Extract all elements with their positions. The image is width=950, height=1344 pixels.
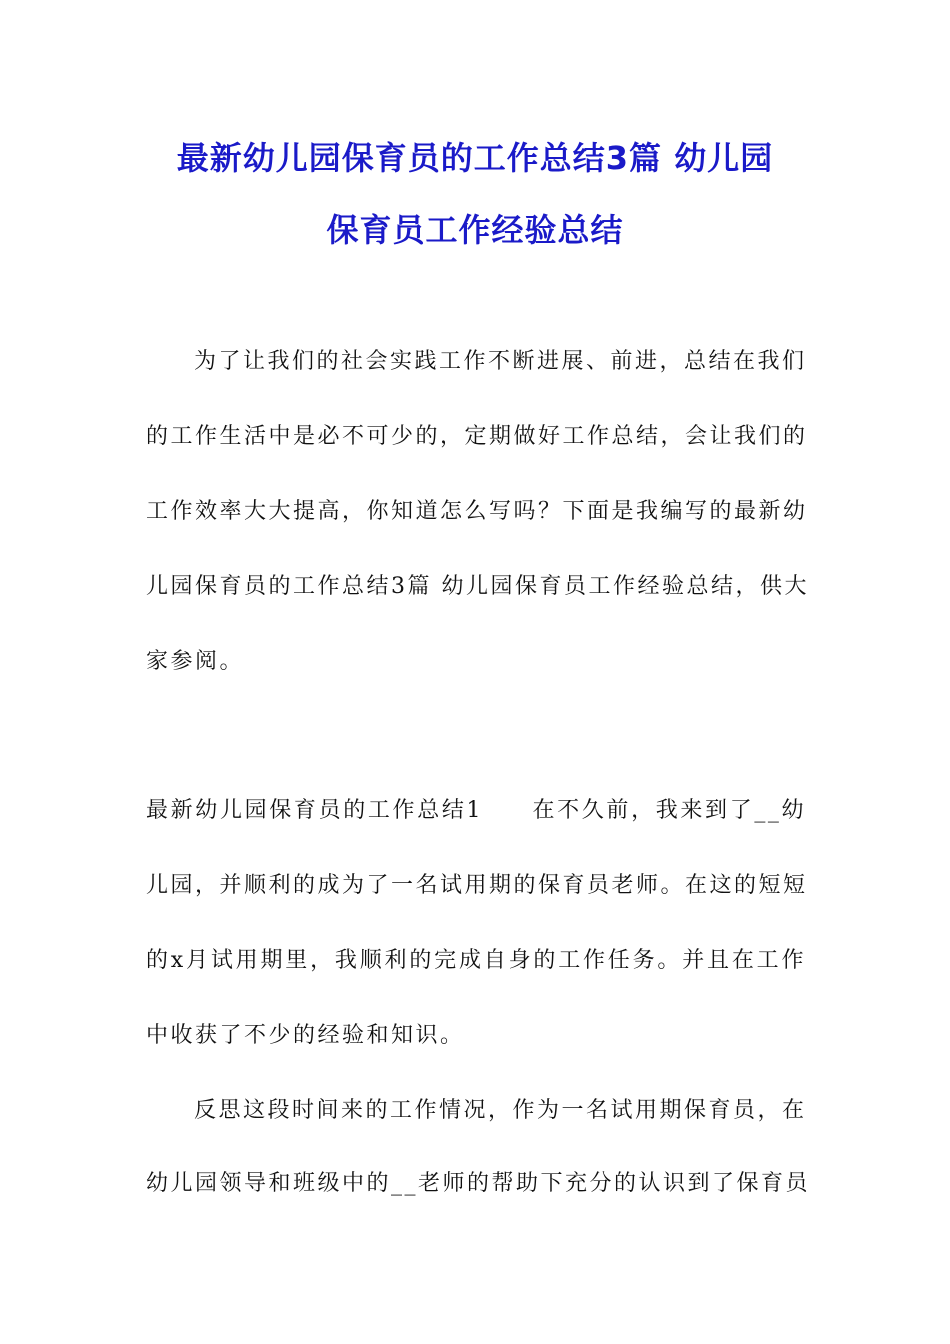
paragraph-line: 反思这段时间来的工作情况，作为一名试用期保育员，在 <box>194 1098 807 1123</box>
paragraph-line: 儿园，并顺利的成为了一名试用期的保育员老师。在这的短短 <box>146 873 808 898</box>
paragraph-line: 家参阅。 <box>146 649 245 674</box>
paragraph-line: 的x月试用期里，我顺利的完成自身的工作任务。并且在工作 <box>146 948 806 973</box>
paragraph-line: 工作效率大大提高，你知道怎么写吗？下面是我编写的最新幼 <box>146 499 808 524</box>
paragraph-line: 的工作生活中是必不可少的，定期做好工作总结，会让我们的 <box>146 424 808 449</box>
paragraph-line: 最新幼儿园保育员的工作总结1 在不久前，我来到了__幼 <box>146 798 806 823</box>
document-title-line-1: 最新幼儿园保育员的工作总结3篇 幼儿园 <box>176 139 774 177</box>
paragraph-line: 中收获了不少的经验和知识。 <box>146 1023 465 1048</box>
document-title-line-2: 保育员工作经验总结 <box>326 211 624 249</box>
paragraph-line: 为了让我们的社会实践工作不断进展、前进，总结在我们 <box>194 349 807 374</box>
paragraph-line: 儿园保育员的工作总结3篇 幼儿园保育员工作经验总结，供大 <box>146 574 809 599</box>
paragraph-line: 幼儿园领导和班级中的__老师的帮助下充分的认识到了保育员 <box>146 1171 811 1196</box>
